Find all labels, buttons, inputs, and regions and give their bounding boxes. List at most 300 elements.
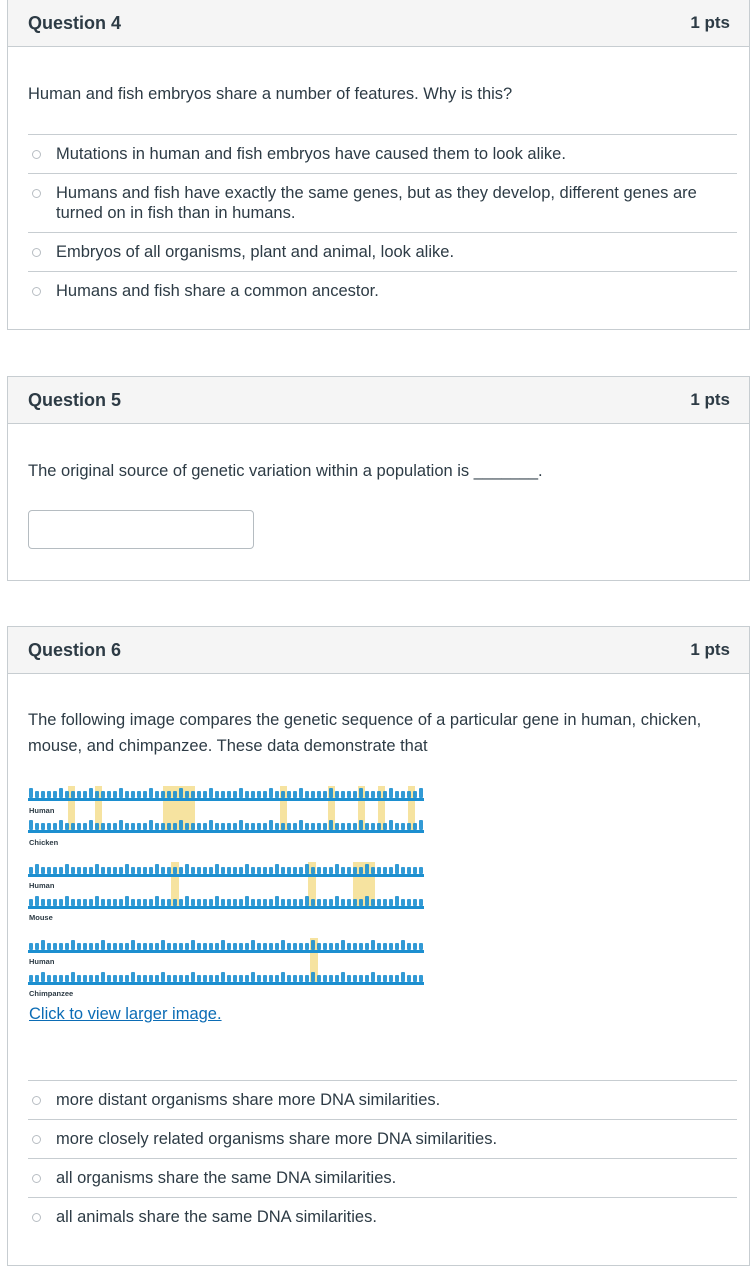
nucleotide-base bbox=[221, 791, 225, 798]
answer-option[interactable] bbox=[28, 134, 737, 173]
nucleotide-base bbox=[329, 867, 333, 874]
nucleotide-base bbox=[155, 975, 159, 982]
nucleotide-base bbox=[113, 867, 117, 874]
nucleotide-base bbox=[311, 867, 315, 874]
radio-button[interactable] bbox=[32, 1174, 41, 1183]
nucleotide-base bbox=[371, 867, 375, 874]
nucleotide-base bbox=[275, 864, 279, 874]
nucleotide-base bbox=[47, 975, 51, 982]
dna-label-human: Human bbox=[29, 881, 55, 890]
nucleotide-base bbox=[353, 791, 357, 798]
nucleotide-base bbox=[131, 940, 135, 950]
nucleotide-base bbox=[269, 943, 273, 950]
answer-option[interactable] bbox=[28, 1197, 737, 1236]
answer-option[interactable] bbox=[28, 173, 737, 232]
answer-label: Mutations in human and fish embryos have caused them to look alike. bbox=[56, 145, 566, 163]
nucleotide-base bbox=[245, 823, 249, 830]
answer-text-input[interactable] bbox=[28, 510, 254, 549]
nucleotide-base bbox=[317, 867, 321, 874]
nucleotide-base bbox=[377, 823, 381, 830]
nucleotide-base bbox=[401, 823, 405, 830]
nucleotide-base bbox=[407, 823, 411, 830]
nucleotide-base bbox=[143, 975, 147, 982]
nucleotide-base bbox=[125, 791, 129, 798]
nucleotide-base bbox=[293, 943, 297, 950]
question-title: Question 5 bbox=[28, 389, 122, 410]
nucleotide-base bbox=[257, 899, 261, 906]
question-header bbox=[8, 377, 749, 424]
question-title: Question 6 bbox=[28, 639, 122, 660]
nucleotide-base bbox=[215, 823, 219, 830]
nucleotide-base bbox=[29, 943, 33, 950]
nucleotide-base bbox=[167, 943, 171, 950]
radio-button[interactable] bbox=[32, 150, 41, 159]
nucleotide-base bbox=[35, 823, 39, 830]
nucleotide-base bbox=[119, 975, 123, 982]
nucleotide-base bbox=[329, 943, 333, 950]
nucleotide-base bbox=[239, 975, 243, 982]
nucleotide-base bbox=[335, 896, 339, 906]
nucleotide-base bbox=[41, 823, 45, 830]
answer-option[interactable] bbox=[28, 1158, 737, 1197]
answer-label: more closely related organisms share more DNA similarities. bbox=[56, 1130, 498, 1148]
nucleotide-base bbox=[413, 867, 417, 874]
nucleotide-base bbox=[197, 791, 201, 798]
nucleotide-base bbox=[299, 788, 303, 798]
nucleotide-base bbox=[245, 791, 249, 798]
nucleotide-base bbox=[179, 975, 183, 982]
nucleotide-base bbox=[59, 867, 63, 874]
nucleotide-base bbox=[89, 975, 93, 982]
nucleotide-base bbox=[191, 972, 195, 982]
nucleotide-base bbox=[83, 943, 87, 950]
nucleotide-base bbox=[203, 975, 207, 982]
dna-backbone bbox=[28, 798, 424, 801]
nucleotide-base bbox=[41, 899, 45, 906]
nucleotide-base bbox=[119, 943, 123, 950]
nucleotide-base bbox=[101, 823, 105, 830]
nucleotide-base bbox=[71, 791, 75, 798]
nucleotide-base bbox=[41, 867, 45, 874]
nucleotide-base bbox=[155, 864, 159, 874]
nucleotide-base bbox=[41, 791, 45, 798]
nucleotide-base bbox=[149, 975, 153, 982]
nucleotide-base bbox=[329, 788, 333, 798]
radio-button[interactable] bbox=[32, 1135, 41, 1144]
nucleotide-base bbox=[299, 899, 303, 906]
nucleotide-base bbox=[53, 791, 57, 798]
nucleotide-base bbox=[239, 788, 243, 798]
nucleotide-base bbox=[215, 975, 219, 982]
nucleotide-base bbox=[197, 823, 201, 830]
nucleotide-base bbox=[413, 791, 417, 798]
nucleotide-base bbox=[245, 943, 249, 950]
nucleotide-base bbox=[143, 943, 147, 950]
nucleotide-base bbox=[173, 823, 177, 830]
nucleotide-base bbox=[365, 975, 369, 982]
nucleotide-base bbox=[407, 975, 411, 982]
nucleotide-base bbox=[113, 899, 117, 906]
nucleotide-base bbox=[77, 823, 81, 830]
answer-option[interactable] bbox=[28, 232, 737, 271]
nucleotide-base bbox=[359, 820, 363, 830]
nucleotide-base bbox=[383, 823, 387, 830]
nucleotide-base bbox=[323, 899, 327, 906]
nucleotide-base bbox=[107, 823, 111, 830]
nucleotide-base bbox=[41, 940, 45, 950]
dna-label-chimpanzee: Chimpanzee bbox=[29, 989, 74, 998]
nucleotide-base bbox=[239, 899, 243, 906]
nucleotide-base bbox=[89, 788, 93, 798]
nucleotide-base bbox=[167, 899, 171, 906]
radio-button[interactable] bbox=[32, 1213, 41, 1222]
nucleotide-base bbox=[71, 899, 75, 906]
nucleotide-base bbox=[353, 867, 357, 874]
nucleotide-base bbox=[41, 972, 45, 982]
nucleotide-base bbox=[251, 940, 255, 950]
nucleotide-base bbox=[311, 940, 315, 950]
question-body bbox=[8, 47, 749, 310]
nucleotide-base bbox=[143, 899, 147, 906]
nucleotide-base bbox=[317, 791, 321, 798]
nucleotide-base bbox=[155, 791, 159, 798]
nucleotide-base bbox=[113, 975, 117, 982]
nucleotide-base bbox=[323, 975, 327, 982]
dna-comparison-image[interactable] bbox=[28, 784, 428, 999]
dna-label-human: Human bbox=[29, 957, 55, 966]
nucleotide-base bbox=[239, 820, 243, 830]
nucleotide-base bbox=[395, 943, 399, 950]
nucleotide-base bbox=[65, 975, 69, 982]
nucleotide-base bbox=[185, 975, 189, 982]
nucleotide-base bbox=[179, 788, 183, 798]
nucleotide-base bbox=[227, 899, 231, 906]
nucleotide-base bbox=[401, 899, 405, 906]
nucleotide-base bbox=[227, 943, 231, 950]
question-points: 1 pts bbox=[690, 13, 730, 32]
nucleotide-base bbox=[77, 899, 81, 906]
nucleotide-base bbox=[59, 975, 63, 982]
nucleotide-base bbox=[311, 823, 315, 830]
nucleotide-base bbox=[137, 943, 141, 950]
nucleotide-base bbox=[407, 943, 411, 950]
question-6-card bbox=[7, 626, 750, 1266]
nucleotide-base bbox=[101, 899, 105, 906]
nucleotide-base bbox=[239, 943, 243, 950]
nucleotide-base bbox=[371, 972, 375, 982]
nucleotide-base bbox=[47, 867, 51, 874]
nucleotide-base bbox=[125, 975, 129, 982]
nucleotide-base bbox=[347, 823, 351, 830]
nucleotide-base bbox=[119, 820, 123, 830]
nucleotide-base bbox=[293, 975, 297, 982]
nucleotide-base bbox=[221, 940, 225, 950]
nucleotide-base bbox=[89, 820, 93, 830]
nucleotide-base bbox=[353, 823, 357, 830]
nucleotide-base bbox=[137, 867, 141, 874]
nucleotide-base bbox=[347, 943, 351, 950]
nucleotide-base bbox=[221, 867, 225, 874]
nucleotide-base bbox=[59, 788, 63, 798]
nucleotide-base bbox=[323, 867, 327, 874]
nucleotide-base bbox=[173, 867, 177, 874]
answer-list bbox=[28, 134, 737, 310]
nucleotide-base bbox=[233, 823, 237, 830]
nucleotide-base bbox=[389, 975, 393, 982]
nucleotide-base bbox=[407, 867, 411, 874]
nucleotide-base bbox=[335, 864, 339, 874]
nucleotide-base bbox=[227, 867, 231, 874]
nucleotide-base bbox=[341, 867, 345, 874]
nucleotide-base bbox=[287, 899, 291, 906]
nucleotide-base bbox=[383, 943, 387, 950]
nucleotide-base bbox=[395, 864, 399, 874]
dna-backbone bbox=[28, 874, 424, 877]
nucleotide-base bbox=[65, 896, 69, 906]
nucleotide-base bbox=[203, 823, 207, 830]
nucleotide-base bbox=[347, 791, 351, 798]
nucleotide-base bbox=[131, 823, 135, 830]
nucleotide-base bbox=[185, 896, 189, 906]
nucleotide-base bbox=[353, 975, 357, 982]
nucleotide-base bbox=[263, 899, 267, 906]
radio-button[interactable] bbox=[32, 189, 41, 198]
nucleotide-base bbox=[149, 820, 153, 830]
nucleotide-base bbox=[383, 975, 387, 982]
nucleotide-base bbox=[131, 867, 135, 874]
nucleotide-base bbox=[53, 823, 57, 830]
nucleotide-base bbox=[35, 943, 39, 950]
nucleotide-base bbox=[311, 899, 315, 906]
nucleotide-base bbox=[53, 867, 57, 874]
nucleotide-base bbox=[77, 791, 81, 798]
nucleotide-base bbox=[71, 867, 75, 874]
nucleotide-base bbox=[29, 867, 33, 874]
nucleotide-base bbox=[185, 864, 189, 874]
nucleotide-base bbox=[257, 975, 261, 982]
nucleotide-base bbox=[419, 975, 423, 982]
nucleotide-base bbox=[359, 788, 363, 798]
question-header bbox=[8, 627, 749, 674]
radio-button[interactable] bbox=[32, 1096, 41, 1105]
nucleotide-base bbox=[71, 972, 75, 982]
nucleotide-base bbox=[281, 972, 285, 982]
nucleotide-base bbox=[113, 823, 117, 830]
nucleotide-base bbox=[257, 943, 261, 950]
nucleotide-base bbox=[389, 820, 393, 830]
nucleotide-base bbox=[143, 867, 147, 874]
nucleotide-base bbox=[161, 972, 165, 982]
nucleotide-base bbox=[359, 867, 363, 874]
nucleotide-base bbox=[269, 975, 273, 982]
nucleotide-base bbox=[305, 975, 309, 982]
nucleotide-base bbox=[293, 899, 297, 906]
nucleotide-base bbox=[209, 899, 213, 906]
answer-label: Embryos of all organisms, plant and animal, look alike. bbox=[56, 243, 455, 261]
nucleotide-base bbox=[383, 899, 387, 906]
nucleotide-base bbox=[89, 943, 93, 950]
nucleotide-base bbox=[107, 975, 111, 982]
nucleotide-base bbox=[263, 791, 267, 798]
nucleotide-base bbox=[191, 867, 195, 874]
nucleotide-base bbox=[173, 899, 177, 906]
nucleotide-base bbox=[287, 867, 291, 874]
nucleotide-base bbox=[299, 943, 303, 950]
answer-option[interactable] bbox=[28, 1119, 737, 1158]
nucleotide-base bbox=[149, 867, 153, 874]
nucleotide-base bbox=[245, 896, 249, 906]
nucleotide-base bbox=[227, 975, 231, 982]
nucleotide-base bbox=[407, 791, 411, 798]
nucleotide-base bbox=[275, 791, 279, 798]
nucleotide-base bbox=[419, 820, 423, 830]
nucleotide-base bbox=[173, 791, 177, 798]
nucleotide-base bbox=[227, 791, 231, 798]
nucleotide-base bbox=[77, 867, 81, 874]
nucleotide-base bbox=[125, 896, 129, 906]
nucleotide-base bbox=[233, 943, 237, 950]
nucleotide-base bbox=[419, 943, 423, 950]
nucleotide-base bbox=[185, 823, 189, 830]
nucleotide-base bbox=[413, 943, 417, 950]
nucleotide-base bbox=[263, 943, 267, 950]
nucleotide-base bbox=[329, 975, 333, 982]
nucleotide-base bbox=[389, 788, 393, 798]
nucleotide-base bbox=[287, 943, 291, 950]
nucleotide-base bbox=[257, 867, 261, 874]
nucleotide-base bbox=[161, 823, 165, 830]
radio-button[interactable] bbox=[32, 248, 41, 257]
nucleotide-base bbox=[203, 867, 207, 874]
nucleotide-base bbox=[281, 823, 285, 830]
nucleotide-base bbox=[155, 943, 159, 950]
nucleotide-base bbox=[65, 791, 69, 798]
nucleotide-base bbox=[323, 823, 327, 830]
nucleotide-base bbox=[251, 791, 255, 798]
nucleotide-base bbox=[113, 943, 117, 950]
nucleotide-base bbox=[179, 943, 183, 950]
nucleotide-base bbox=[329, 899, 333, 906]
nucleotide-base bbox=[317, 899, 321, 906]
nucleotide-base bbox=[167, 867, 171, 874]
nucleotide-base bbox=[137, 899, 141, 906]
nucleotide-base bbox=[185, 791, 189, 798]
nucleotide-base bbox=[257, 791, 261, 798]
nucleotide-base bbox=[413, 975, 417, 982]
nucleotide-base bbox=[65, 864, 69, 874]
nucleotide-base bbox=[149, 788, 153, 798]
radio-button[interactable] bbox=[32, 287, 41, 296]
nucleotide-base bbox=[365, 823, 369, 830]
nucleotide-base bbox=[341, 791, 345, 798]
nucleotide-base bbox=[29, 788, 33, 798]
nucleotide-base bbox=[161, 940, 165, 950]
nucleotide-base bbox=[359, 899, 363, 906]
nucleotide-base bbox=[149, 899, 153, 906]
nucleotide-base bbox=[191, 940, 195, 950]
nucleotide-base bbox=[365, 943, 369, 950]
nucleotide-base bbox=[209, 788, 213, 798]
nucleotide-base bbox=[239, 867, 243, 874]
answer-option[interactable] bbox=[28, 271, 737, 310]
nucleotide-base bbox=[395, 791, 399, 798]
nucleotide-base bbox=[335, 823, 339, 830]
nucleotide-base bbox=[161, 899, 165, 906]
answer-option[interactable] bbox=[28, 1080, 737, 1119]
nucleotide-base bbox=[113, 791, 117, 798]
answer-label: all organisms share the same DNA similarities. bbox=[56, 1169, 397, 1187]
nucleotide-base bbox=[305, 823, 309, 830]
nucleotide-base bbox=[233, 791, 237, 798]
nucleotide-base bbox=[377, 899, 381, 906]
nucleotide-base bbox=[305, 791, 309, 798]
nucleotide-base bbox=[101, 867, 105, 874]
nucleotide-base bbox=[377, 791, 381, 798]
nucleotide-base bbox=[329, 820, 333, 830]
nucleotide-base bbox=[383, 867, 387, 874]
nucleotide-base bbox=[251, 867, 255, 874]
nucleotide-base bbox=[179, 820, 183, 830]
question-header bbox=[8, 0, 749, 47]
dna-label-chicken: Chicken bbox=[29, 838, 59, 847]
nucleotide-base bbox=[287, 791, 291, 798]
nucleotide-base bbox=[119, 788, 123, 798]
nucleotide-base bbox=[35, 864, 39, 874]
nucleotide-base bbox=[419, 899, 423, 906]
nucleotide-base bbox=[215, 864, 219, 874]
nucleotide-base bbox=[143, 823, 147, 830]
nucleotide-base bbox=[47, 823, 51, 830]
nucleotide-base bbox=[35, 791, 39, 798]
nucleotide-base bbox=[59, 820, 63, 830]
nucleotide-base bbox=[341, 940, 345, 950]
nucleotide-base bbox=[53, 975, 57, 982]
nucleotide-base bbox=[233, 867, 237, 874]
nucleotide-base bbox=[119, 867, 123, 874]
nucleotide-base bbox=[137, 823, 141, 830]
nucleotide-base bbox=[125, 943, 129, 950]
dna-label-human: Human bbox=[29, 806, 55, 815]
nucleotide-base bbox=[371, 940, 375, 950]
nucleotide-base bbox=[47, 943, 51, 950]
nucleotide-base bbox=[203, 791, 207, 798]
nucleotide-base bbox=[275, 896, 279, 906]
nucleotide-base bbox=[131, 791, 135, 798]
nucleotide-base bbox=[65, 943, 69, 950]
dna-backbone bbox=[28, 906, 424, 909]
nucleotide-base bbox=[245, 864, 249, 874]
dna-backbone bbox=[28, 830, 424, 833]
nucleotide-base bbox=[209, 867, 213, 874]
nucleotide-base bbox=[371, 791, 375, 798]
nucleotide-base bbox=[197, 867, 201, 874]
nucleotide-base bbox=[59, 899, 63, 906]
view-larger-image-link[interactable]: Click to view larger image. bbox=[29, 1005, 222, 1023]
nucleotide-base bbox=[143, 791, 147, 798]
nucleotide-base bbox=[251, 899, 255, 906]
nucleotide-base bbox=[347, 899, 351, 906]
nucleotide-base bbox=[287, 823, 291, 830]
nucleotide-base bbox=[263, 823, 267, 830]
nucleotide-base bbox=[359, 943, 363, 950]
nucleotide-base bbox=[275, 943, 279, 950]
nucleotide-base bbox=[269, 899, 273, 906]
nucleotide-base bbox=[233, 899, 237, 906]
nucleotide-base bbox=[125, 823, 129, 830]
nucleotide-base bbox=[95, 864, 99, 874]
nucleotide-base bbox=[167, 975, 171, 982]
nucleotide-base bbox=[401, 972, 405, 982]
